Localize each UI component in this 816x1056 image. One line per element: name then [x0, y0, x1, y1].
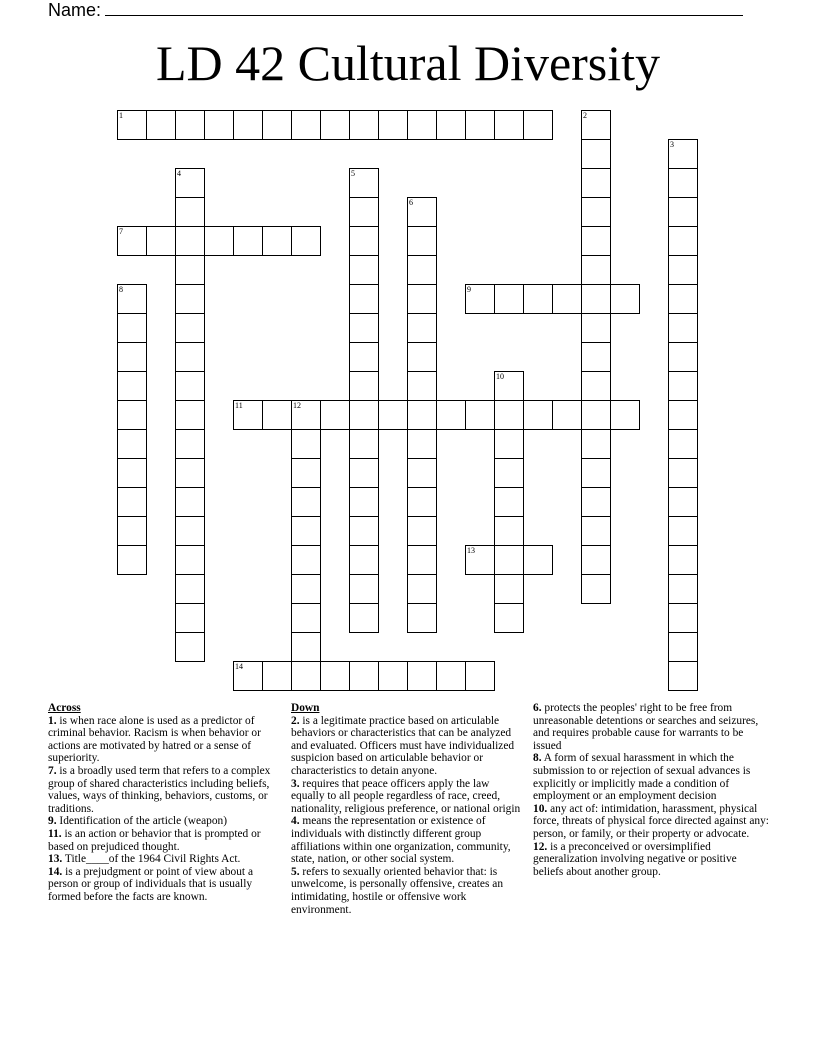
grid-cell[interactable]	[320, 661, 350, 691]
clue-number: 13	[467, 546, 475, 555]
grid-cell[interactable]	[349, 371, 379, 401]
grid-cell[interactable]	[378, 661, 408, 691]
grid-cell[interactable]	[668, 168, 698, 198]
grid-cell[interactable]	[407, 458, 437, 488]
grid-cell[interactable]	[262, 110, 292, 140]
grid-cell[interactable]	[581, 429, 611, 459]
grid-cell[interactable]	[349, 197, 379, 227]
clue-item	[48, 765, 284, 815]
grid-cell[interactable]	[407, 284, 437, 314]
grid-cell[interactable]	[349, 429, 379, 459]
clue-number-label: 5.	[291, 865, 300, 878]
grid-cell[interactable]	[291, 487, 321, 517]
grid-cell[interactable]	[349, 284, 379, 314]
grid-cell[interactable]	[668, 632, 698, 662]
clue-text: Title____of the 1964 Civil Rights Act.	[62, 853, 241, 866]
grid-cell[interactable]	[465, 110, 495, 140]
clue-number-label: 3.	[291, 777, 300, 790]
grid-cell[interactable]	[407, 400, 437, 430]
clue-number-label: 9.	[48, 815, 57, 828]
grid-cell[interactable]	[668, 545, 698, 575]
clue-number-label: 4.	[291, 815, 300, 828]
grid-cell[interactable]	[320, 110, 350, 140]
grid-cell[interactable]	[117, 429, 147, 459]
grid-cell[interactable]	[349, 313, 379, 343]
grid-cell[interactable]	[407, 313, 437, 343]
clue-item	[291, 866, 525, 916]
grid-cell[interactable]	[262, 226, 292, 256]
grid-cell[interactable]	[523, 284, 553, 314]
grid-cell[interactable]	[117, 487, 147, 517]
across-clue-list	[48, 715, 284, 904]
grid-cell[interactable]	[668, 487, 698, 517]
clue-number: 12	[293, 401, 301, 410]
grid-cell[interactable]	[494, 458, 524, 488]
grid-cell[interactable]	[668, 400, 698, 430]
grid-cell[interactable]	[117, 458, 147, 488]
grid-cell[interactable]	[668, 342, 698, 372]
down-heading: Down	[291, 702, 320, 714]
grid-cell[interactable]	[494, 516, 524, 546]
grid-cell[interactable]	[436, 110, 466, 140]
grid-cell[interactable]	[581, 400, 611, 430]
grid-cell[interactable]	[349, 487, 379, 517]
grid-cell[interactable]	[610, 284, 640, 314]
clue-item	[48, 828, 284, 853]
grid-cell[interactable]	[407, 545, 437, 575]
grid-cell[interactable]	[407, 110, 437, 140]
clue-text: is a prejudgment or point of view about a person or group of individuals that is usually formed before the facts are known.	[48, 865, 253, 903]
grid-cell[interactable]	[349, 603, 379, 633]
grid-cell[interactable]	[291, 516, 321, 546]
grid-cell[interactable]	[407, 487, 437, 517]
grid-cell[interactable]	[523, 545, 553, 575]
clue-item	[291, 815, 525, 865]
clue-item	[291, 778, 525, 816]
grid-cell[interactable]	[378, 400, 408, 430]
grid-cell[interactable]	[233, 110, 263, 140]
grid-cell[interactable]	[668, 516, 698, 546]
grid-cell[interactable]	[175, 574, 205, 604]
grid-cell[interactable]	[436, 661, 466, 691]
grid-cell[interactable]	[523, 400, 553, 430]
grid-cell[interactable]	[465, 400, 495, 430]
clue-item	[533, 841, 769, 879]
clue-number-label: 14.	[48, 865, 63, 878]
grid-cell[interactable]	[668, 661, 698, 691]
clue-number: 5	[351, 169, 355, 178]
clue-text: protects the peoples' right to be free from unreasonable detentions or searches and seizures, and requires probable cause for warrants to be issued	[533, 702, 759, 752]
grid-cell[interactable]	[494, 284, 524, 314]
grid-cell[interactable]	[175, 545, 205, 575]
grid-cell[interactable]	[175, 603, 205, 633]
clue-text: is a preconceived or oversimplified generalization involving negative or positive beliefs about another group.	[533, 840, 737, 878]
grid-cell[interactable]	[175, 197, 205, 227]
clue-number-label: 13.	[48, 853, 63, 866]
grid-cell[interactable]	[552, 400, 582, 430]
down-clues-continued	[533, 702, 769, 878]
grid-cell[interactable]	[349, 574, 379, 604]
grid-cell[interactable]	[407, 197, 437, 227]
grid-cell[interactable]	[668, 429, 698, 459]
grid-cell[interactable]	[581, 516, 611, 546]
grid-cell[interactable]	[668, 603, 698, 633]
clue-number: 1	[119, 111, 123, 120]
clue-number: 14	[235, 662, 243, 671]
clue-number-label: 10.	[533, 802, 548, 815]
grid-cell[interactable]	[494, 429, 524, 459]
grid-cell[interactable]	[117, 110, 147, 140]
grid-cell[interactable]	[436, 400, 466, 430]
grid-cell[interactable]	[407, 255, 437, 285]
across-heading: Across	[48, 702, 81, 714]
grid-cell[interactable]	[465, 545, 495, 575]
grid-cell[interactable]	[407, 342, 437, 372]
grid-cell[interactable]	[407, 603, 437, 633]
grid-cell[interactable]	[668, 139, 698, 169]
grid-cell[interactable]	[320, 400, 350, 430]
grid-cell[interactable]	[117, 313, 147, 343]
grid-cell[interactable]	[291, 603, 321, 633]
grid-cell[interactable]	[610, 400, 640, 430]
grid-cell[interactable]	[581, 284, 611, 314]
clue-number-label: 11.	[48, 827, 62, 840]
grid-cell[interactable]	[581, 487, 611, 517]
grid-cell[interactable]	[117, 371, 147, 401]
grid-cell[interactable]	[668, 255, 698, 285]
clue-text: means the representation or existence of individuals with distinctly different group affiliations within one organization, community, state, nation, or other social system.	[291, 815, 511, 866]
grid-cell[interactable]	[175, 255, 205, 285]
grid-cell[interactable]	[581, 226, 611, 256]
name-label: Name:	[48, 0, 102, 20]
grid-cell[interactable]	[581, 458, 611, 488]
grid-cell[interactable]	[291, 226, 321, 256]
clue-number: 11	[235, 401, 243, 410]
across-clues	[48, 702, 284, 904]
grid-cell[interactable]	[407, 661, 437, 691]
grid-cell[interactable]	[291, 632, 321, 662]
clue-item	[48, 866, 284, 904]
grid-cell[interactable]	[494, 487, 524, 517]
grid-cell[interactable]	[175, 400, 205, 430]
clue-number: 8	[119, 285, 123, 294]
grid-cell[interactable]	[465, 661, 495, 691]
clue-number: 4	[177, 169, 181, 178]
grid-cell[interactable]	[349, 110, 379, 140]
grid-cell[interactable]	[552, 284, 582, 314]
grid-cell[interactable]	[668, 458, 698, 488]
grid-cell[interactable]	[407, 574, 437, 604]
grid-cell[interactable]	[494, 545, 524, 575]
grid-cell[interactable]	[494, 603, 524, 633]
grid-cell[interactable]	[117, 226, 147, 256]
clue-number-label: 6.	[533, 702, 542, 714]
grid-cell[interactable]	[175, 371, 205, 401]
grid-cell[interactable]	[407, 429, 437, 459]
grid-cell[interactable]	[291, 458, 321, 488]
grid-cell[interactable]	[581, 139, 611, 169]
grid-cell[interactable]	[175, 168, 205, 198]
clue-text: is a broadly used term that refers to a complex group of shared characteristics including beliefs, values, ways of thinking, behaviors, customs, or traditions.	[48, 764, 271, 815]
grid-cell[interactable]	[581, 168, 611, 198]
clue-number: 3	[670, 140, 674, 149]
clue-item	[533, 702, 769, 752]
grid-cell[interactable]	[175, 110, 205, 140]
grid-cell[interactable]	[262, 661, 292, 691]
grid-cell[interactable]	[175, 516, 205, 546]
grid-cell[interactable]	[233, 400, 263, 430]
grid-cell[interactable]	[175, 284, 205, 314]
clue-number-label: 1.	[48, 714, 57, 727]
grid-cell[interactable]	[349, 255, 379, 285]
grid-cell[interactable]	[494, 400, 524, 430]
grid-cell[interactable]	[291, 661, 321, 691]
clue-text: refers to sexually oriented behavior that: is unwelcome, is personally offensive, creates an intimidating, hostile or offensive work environment.	[291, 865, 504, 916]
clue-number: 2	[583, 111, 587, 120]
grid-cell[interactable]	[523, 110, 553, 140]
grid-cell[interactable]	[494, 574, 524, 604]
grid-cell[interactable]	[668, 371, 698, 401]
clue-item	[48, 715, 284, 765]
grid-cell[interactable]	[349, 226, 379, 256]
clue-item	[48, 815, 284, 828]
clue-number: 7	[119, 227, 123, 236]
grid-cell[interactable]	[668, 197, 698, 227]
grid-cell[interactable]	[233, 226, 263, 256]
grid-cell[interactable]	[581, 371, 611, 401]
down-clue-list-2	[533, 702, 769, 878]
grid-cell[interactable]	[291, 110, 321, 140]
clue-item	[533, 752, 769, 802]
clue-number: 6	[409, 198, 413, 207]
grid-cell[interactable]	[581, 342, 611, 372]
clue-text: is an action or behavior that is prompted or based on prejudiced thought.	[48, 827, 261, 853]
grid-cell[interactable]	[262, 400, 292, 430]
grid-cell[interactable]	[494, 110, 524, 140]
grid-cell[interactable]	[668, 313, 698, 343]
grid-cell[interactable]	[581, 197, 611, 227]
clue-number-label: 7.	[48, 764, 57, 777]
clue-text: Identification of the article (weapon)	[56, 815, 228, 828]
grid-cell[interactable]	[291, 545, 321, 575]
grid-cell[interactable]	[349, 400, 379, 430]
down-clues	[291, 702, 525, 916]
grid-cell[interactable]	[581, 574, 611, 604]
grid-cell[interactable]	[117, 545, 147, 575]
grid-cell[interactable]	[349, 458, 379, 488]
grid-cell[interactable]	[175, 342, 205, 372]
grid-cell[interactable]	[146, 110, 176, 140]
grid-cell[interactable]	[117, 342, 147, 372]
grid-cell[interactable]	[349, 545, 379, 575]
grid-cell[interactable]	[117, 284, 147, 314]
clue-text: is when race alone is used as a predictor of criminal behavior. Racism is when behavior or actions are motivated by hatred or a sense of superiority.	[48, 714, 261, 765]
grid-cell[interactable]	[117, 400, 147, 430]
clue-item	[533, 803, 769, 841]
grid-cell[interactable]	[668, 284, 698, 314]
clue-number: 10	[496, 372, 504, 381]
grid-cell[interactable]	[175, 226, 205, 256]
grid-cell[interactable]	[291, 400, 321, 430]
grid-cell[interactable]	[581, 110, 611, 140]
grid-cell[interactable]	[233, 661, 263, 691]
grid-cell[interactable]	[378, 110, 408, 140]
clue-number-label: 12.	[533, 840, 548, 853]
grid-cell[interactable]	[175, 458, 205, 488]
clue-item	[291, 715, 525, 778]
grid-cell[interactable]	[349, 342, 379, 372]
grid-cell[interactable]	[349, 661, 379, 691]
grid-cell[interactable]	[668, 574, 698, 604]
grid-cell[interactable]	[146, 226, 176, 256]
grid-cell[interactable]	[175, 313, 205, 343]
grid-cell[interactable]	[175, 632, 205, 662]
clue-text: A form of sexual harassment in which the submission to or rejection of sexual advances is explicitly or implicitly made a condition of employment or an employment decision	[533, 752, 751, 803]
grid-cell[interactable]	[291, 574, 321, 604]
grid-cell[interactable]	[581, 313, 611, 343]
grid-cell[interactable]	[175, 487, 205, 517]
grid-cell[interactable]	[407, 226, 437, 256]
down-clue-list-1	[291, 715, 525, 917]
page-title: LD 42 Cultural Diversity	[155, 35, 661, 91]
grid-cell[interactable]	[407, 516, 437, 546]
grid-cell[interactable]	[581, 255, 611, 285]
grid-cell[interactable]	[407, 371, 437, 401]
clue-number-label: 8.	[533, 752, 542, 765]
clue-text: is a legitimate practice based on articulable behaviors or characteristics that can be analyzed and evaluated. Officers must have individualized suspicion based on articulable behavior or characteristics to detain anyone.	[291, 714, 515, 777]
grid-cell[interactable]	[581, 545, 611, 575]
grid-cell[interactable]	[349, 516, 379, 546]
clue-item	[48, 853, 284, 866]
clue-text: any act of: intimidation, harassment, physical force, threats of physical force directed against any: person, or family, or their property or advocate.	[533, 802, 769, 840]
grid-cell[interactable]	[349, 168, 379, 198]
grid-cell[interactable]	[494, 371, 524, 401]
clue-text: requires that peace officers apply the law equally to all people regardless of race, creed, nationality, religious preference, or national origin	[291, 777, 521, 815]
grid-cell[interactable]	[175, 429, 205, 459]
grid-cell[interactable]	[204, 226, 234, 256]
clue-number-label: 2.	[291, 714, 300, 727]
grid-cell[interactable]	[668, 226, 698, 256]
grid-cell[interactable]	[204, 110, 234, 140]
grid-cell[interactable]	[291, 429, 321, 459]
grid-cell[interactable]	[465, 284, 495, 314]
grid-cell[interactable]	[117, 516, 147, 546]
clue-number: 9	[467, 285, 471, 294]
